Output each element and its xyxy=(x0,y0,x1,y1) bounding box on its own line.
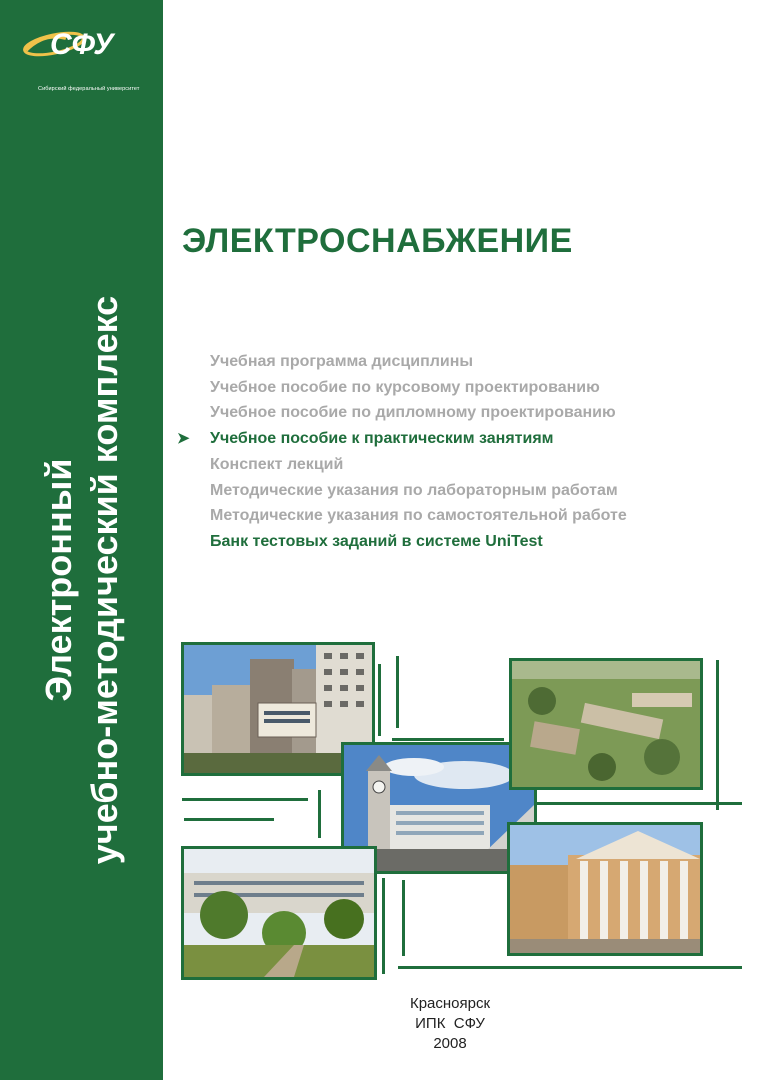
menu-item-lab-works[interactable]: Методические указания по лабораторным работам xyxy=(210,481,618,499)
logo-subtitle: Сибирский федеральный университет xyxy=(38,86,140,92)
footer-publisher: ИПК СФУ xyxy=(415,1015,485,1032)
page-title: ЭЛЕКТРОСНАБЖЕНИЕ xyxy=(182,222,573,260)
sfu-logo xyxy=(14,22,144,92)
photo-aerial-campus xyxy=(509,658,703,790)
menu-item-unitest[interactable]: Банк тестовых заданий в системе UniTest xyxy=(210,532,543,550)
contents-menu xyxy=(177,349,627,555)
decor-line xyxy=(398,966,742,969)
menu-item-program[interactable]: Учебная программа дисциплины xyxy=(210,353,474,370)
sidebar xyxy=(0,0,163,1080)
menu-item-diploma-project[interactable]: Учебное пособие по дипломному проектированию xyxy=(210,404,616,422)
footer-year: 2008 xyxy=(433,1035,467,1052)
decor-line xyxy=(536,802,742,805)
vertical-title-line2: учебно-методический комплекс xyxy=(84,295,125,865)
decor-line xyxy=(378,664,381,736)
photo-columned-building xyxy=(507,822,703,956)
footer-imprint xyxy=(380,994,520,1054)
decor-line xyxy=(716,660,719,810)
decor-line xyxy=(182,798,308,801)
decor-line xyxy=(392,738,504,741)
decor-line xyxy=(382,878,385,974)
decor-line xyxy=(396,656,399,728)
decor-line xyxy=(402,880,405,956)
decor-line xyxy=(318,790,321,838)
vertical-title-line1: Электронный xyxy=(38,458,79,702)
arrow-right-icon: ➤ xyxy=(177,430,190,448)
menu-item-course-project[interactable]: Учебное пособие по курсовому проектированию xyxy=(210,378,600,396)
menu-item-lectures[interactable]: Конспект лекций xyxy=(210,455,344,473)
menu-item-practical[interactable]: ➤ Учебное пособие к практическим занятиям xyxy=(210,426,627,452)
footer-city: Красноярск xyxy=(409,995,491,1012)
vertical-title xyxy=(36,180,128,980)
photo-campus-building xyxy=(181,846,377,980)
decor-line xyxy=(184,818,274,821)
menu-item-self-study[interactable]: Методические указания по самостоятельной работе xyxy=(210,507,627,525)
logo-text: СФУ xyxy=(50,28,114,61)
